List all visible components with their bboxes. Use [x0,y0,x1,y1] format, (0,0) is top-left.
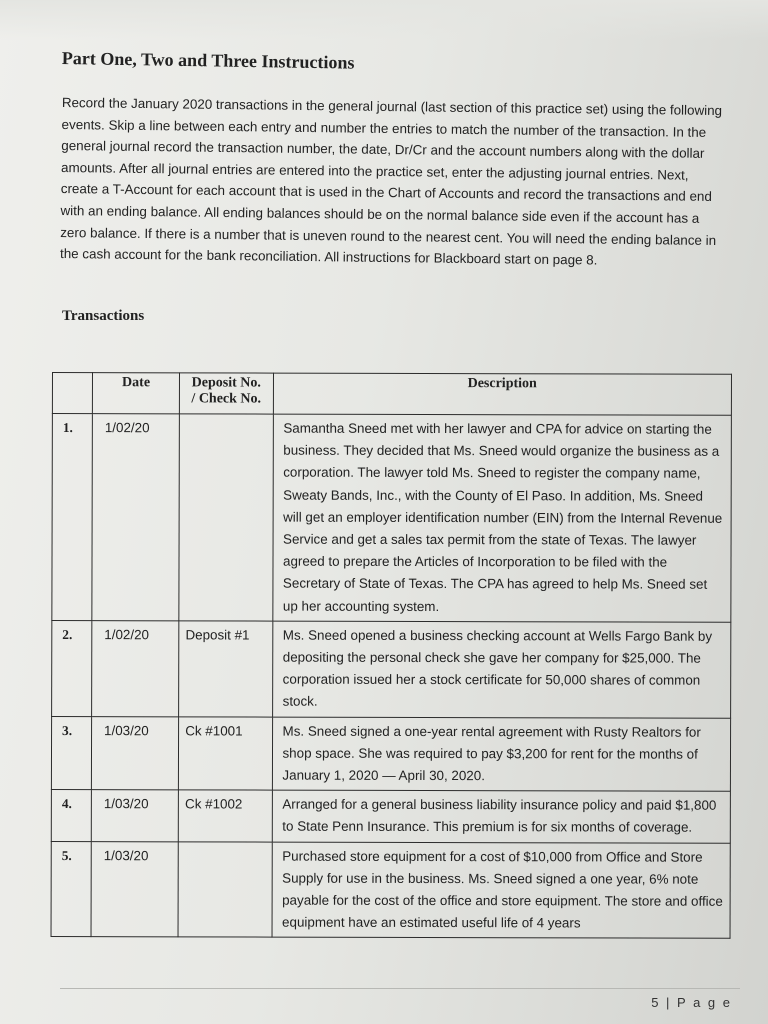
instructions-paragraph: Record the January 2020 transactions in the general journal (last section of this practice set) using the following events. Skip a line between each entry and number the entries to match the number of the transaction. In the general journal record the transaction number, the date, Dr/Cr and the account numbers along with the dollar amounts. After all journal entries are entered into the practice set, enter the adjusting journal entries. Next, create a T-Account for each account that is used in the Chart of Accounts and record the transactions and end with an ending balance. All ending balances should be on the normal balance side even if the account has a zero balance. If there is a number that is uneven round to the nearest cent. You will need the ending balance in the cash account for the bank reconciliation. All instructions for Blackboard start on page 8. [59,94,723,268]
table-row [51,790,730,843]
row-reference [179,414,273,621]
table-row [52,620,731,718]
table-row [52,414,732,623]
page-shadow [0,0,768,40]
row-reference: Deposit #1 [179,621,273,717]
row-date: 1/02/20 [92,620,179,716]
transactions-table [51,372,732,939]
header-deposit-line2: / Check No. [191,391,262,407]
row-number: 3. [51,716,91,790]
row-date: 1/03/20 [91,790,178,842]
row-reference: Ck #1001 [179,716,273,790]
row-date: 1/02/20 [92,414,180,621]
header-date: Date [92,373,179,414]
table-row [51,716,730,791]
header-description: Description [273,373,732,415]
row-reference [178,841,272,937]
table-header-row [52,373,731,416]
row-date: 1/03/20 [91,841,178,937]
row-number: 1. [52,414,93,621]
row-number: 2. [52,620,92,716]
row-description: Purchased store equipment for a cost of $10,000 from Office and Store Supply for use in the business. Ms. Sneed signed a one year, 6% note payable for the cost of the office and store equipment. The store and office equipment have an estimated useful life of 4 years [272,842,731,939]
footer-divider [60,988,740,989]
header-deposit-line1: Deposit No. [191,375,261,391]
page-number: 5 | P a g e [651,995,732,1010]
page-title: Part One, Two and Three Instructions [61,48,355,73]
transactions-heading: Transactions [62,308,145,324]
row-number: 4. [51,790,91,842]
row-description: Ms. Sneed signed a one-year rental agreement with Rusty Realtors for shop space. She was required to pay $3,200 for rent for the months of January 1, 2020 — April 30, 2020. [272,717,731,792]
row-description: Samantha Sneed met with her lawyer and CPA for advice on starting the business. They decided that Ms. Sneed would organize the business as a corporation. The lawyer told Ms. Sneed to register the company name, Sweaty Bands, Inc., with the County of El Paso. In addition, Ms. Sneed will get an employer identification number (EIN) from the Internal Revenue Service and get a sales tax permit from the state of Texas. The lawyer agreed to prepare the Articles of Incorporation to be filed with the Secretary of State of Texas. The CPA has agreed to help Ms. Sneed set up her accounting system. [272,414,731,622]
table-row [51,841,730,939]
row-number: 5. [51,841,91,937]
row-description: Arranged for a general business liability insurance policy and paid $1,800 to State Penn Insurance. This premium is for six months of coverage. [272,790,731,843]
header-number [52,373,92,414]
row-date: 1/03/20 [91,716,178,790]
row-reference: Ck #1002 [178,790,271,842]
header-deposit-check [180,373,273,414]
row-description: Ms. Sneed opened a business checking account at Wells Fargo Bank by depositing the personal check she gave her company for $25,000. The corporation issued her a stock certificate for 50,000 shares of common stock. [272,621,731,718]
